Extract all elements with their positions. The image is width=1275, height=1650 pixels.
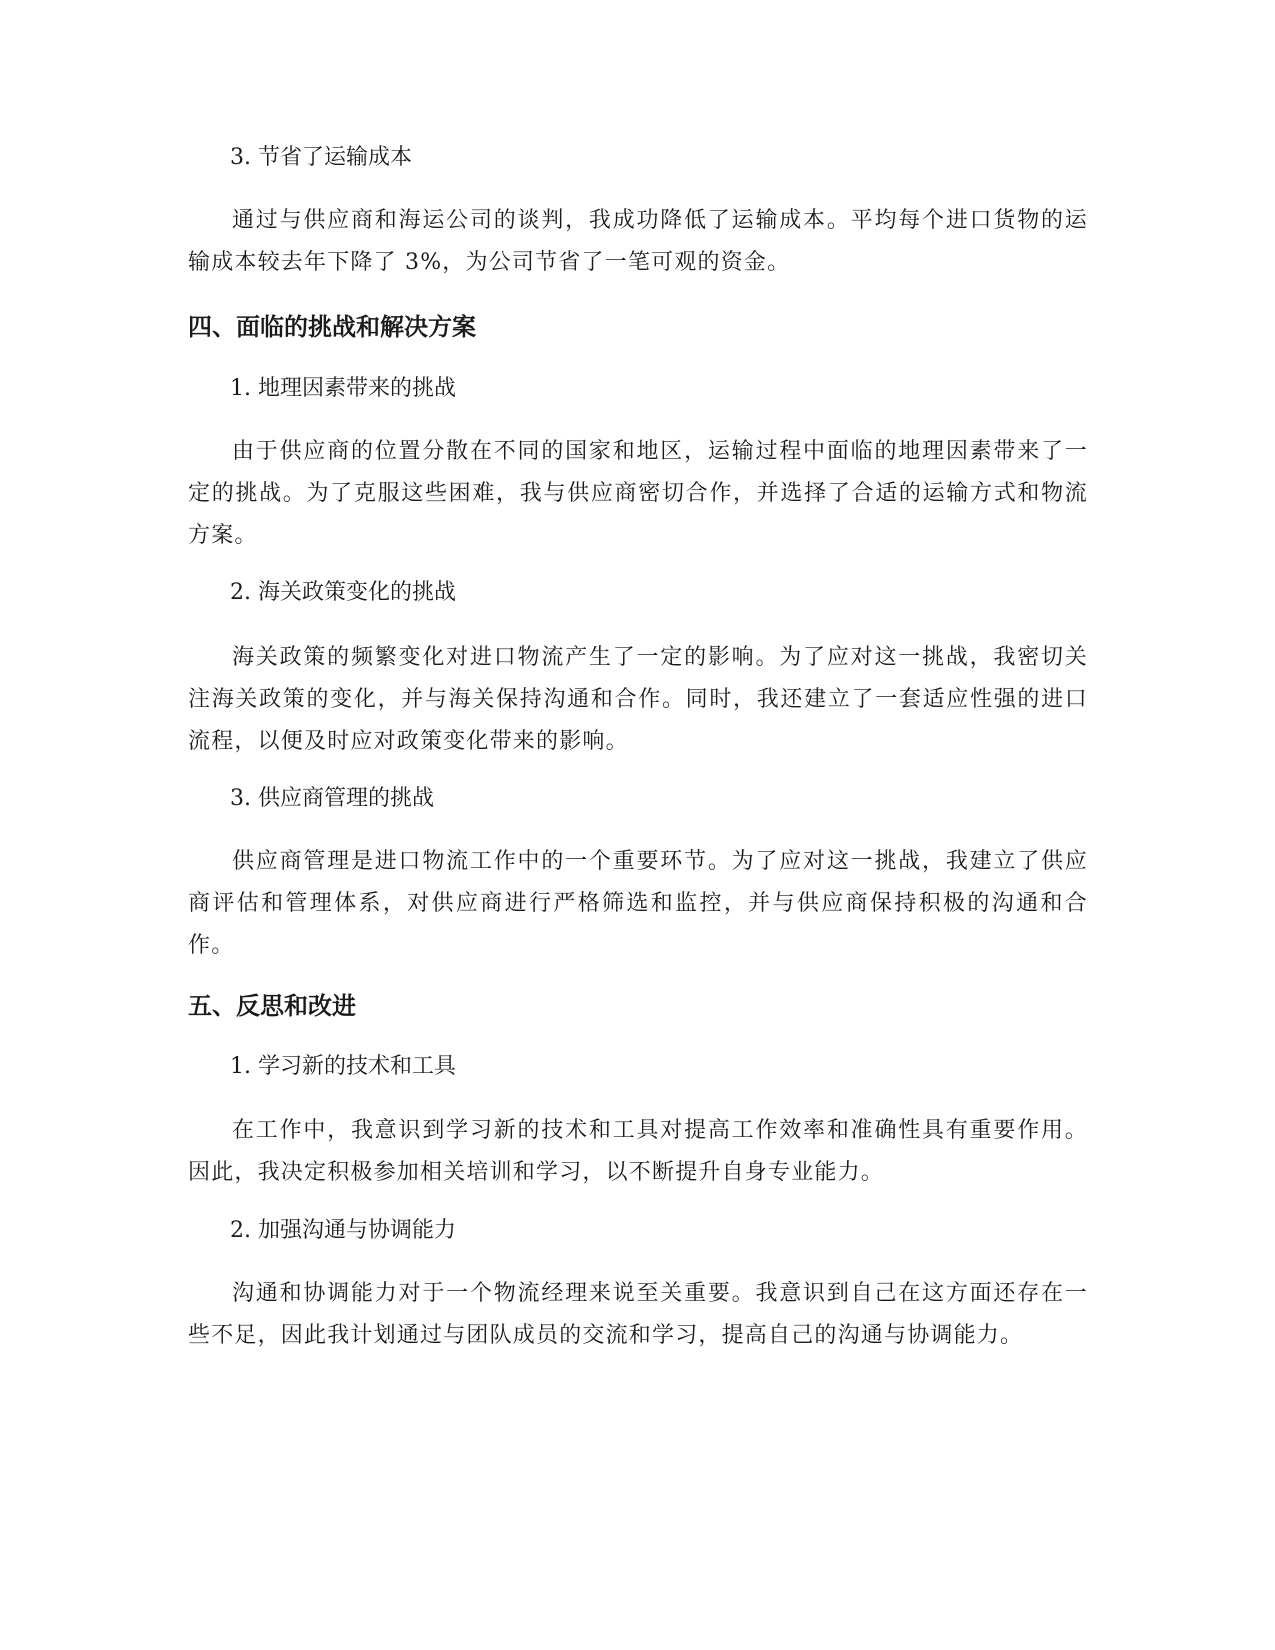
paragraph: 在工作中，我意识到学习新的技术和工具对提高工作效率和准确性具有重要作用。因此，我决定积极参加相关培训和学习，以不断提升自身专业能力。 bbox=[188, 1118, 1088, 1185]
item-title: 3. 供应商管理的挑战 bbox=[230, 786, 434, 811]
section-heading: 五、反思和改进 bbox=[188, 992, 356, 1020]
paragraph: 沟通和协调能力对于一个物流经理来说至关重要。我意识到自己在这方面还存在一些不足，因此我计划通过与团队成员的交流和学习，提高自己的沟通与协调能力。 bbox=[188, 1281, 1088, 1348]
item-title: 2. 加强沟通与协调能力 bbox=[230, 1218, 456, 1243]
item-title: 1. 地理因素带来的挑战 bbox=[230, 376, 456, 401]
item-title: 1. 学习新的技术和工具 bbox=[230, 1054, 456, 1079]
section-heading: 四、面临的挑战和解决方案 bbox=[188, 313, 476, 341]
paragraph: 由于供应商的位置分散在不同的国家和地区，运输过程中面临的地理因素带来了一定的挑战。为了克服这些困难，我与供应商密切合作，并选择了合适的运输方式和物流方案。 bbox=[188, 439, 1088, 548]
item-title: 3. 节省了运输成本 bbox=[230, 145, 412, 170]
paragraph: 海关政策的频繁变化对进口物流产生了一定的影响。为了应对这一挑战，我密切关注海关政策的变化，并与海关保持沟通和合作。同时，我还建立了一套适应性强的进口流程，以便及时应对政策变化带来的影响。 bbox=[188, 645, 1088, 754]
paragraph: 供应商管理是进口物流工作中的一个重要环节。为了应对这一挑战，我建立了供应商评估和管理体系，对供应商进行严格筛选和监控，并与供应商保持积极的沟通和合作。 bbox=[188, 849, 1088, 958]
paragraph: 通过与供应商和海运公司的谈判，我成功降低了运输成本。平均每个进口货物的运输成本较去年下降了 3%，为公司节省了一笔可观的资金。 bbox=[188, 208, 1088, 275]
item-title: 2. 海关政策变化的挑战 bbox=[230, 580, 456, 605]
